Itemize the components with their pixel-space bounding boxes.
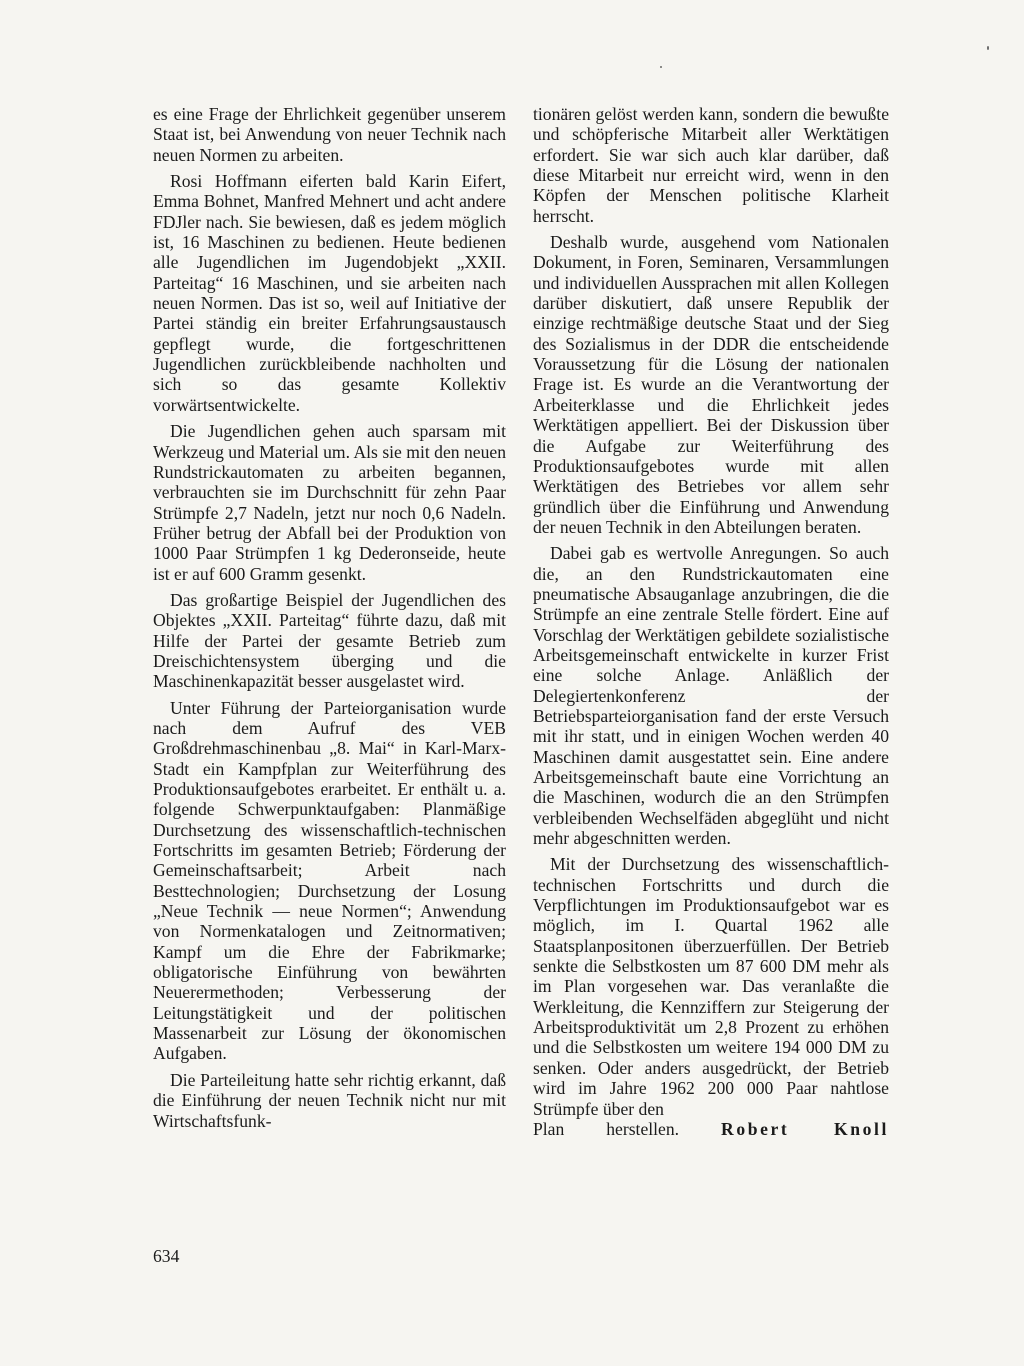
- paragraph: Unter Führung der Parteiorganisation wurde nach dem Aufruf des VEB Großdrehmaschinenbau „8. Mai“ in Karl-Marx-Stadt ein Kampfplan zur Weiterführung des Produktionsaufgebotes erarbeitet. Er enthält u. a. folgende Schwerpunktaufgaben: Planmäßige Durchsetzung des wissenschaftlich-technischen Fortschritts im gesamten Betrieb; Förderung der Gemeinschaftsarbeit; Arbeit nach Besttechnologien; Durchsetzung der Losung „Neue Technik — neue Normen“; Anwendung von Normenkatalogen und Zeitnormativen; Kampf um die Ehre der Fabrikmarke; obligatorische Einführung von bewährten Neuerermethoden; Verbesserung der Leitungstätigkeit und der politischen Massenarbeit zur Lösung der ökonomischen Aufgaben.: [153, 697, 506, 1064]
- signature-line: [533, 1119, 889, 1139]
- scan-speck: [660, 66, 662, 68]
- paragraph: Rosi Hoffmann eiferten bald Karin Eifert, Emma Bohnet, Manfred Mehnert und acht andere FDJler nach. Sie bewiesen, daß es jedem möglich ist, 16 Maschinen zu bedienen. Heute bedienen alle Jugendlichen im Jugendobjekt „XXII. Parteitag“ 16 Maschinen, und sie arbeiten nach neuen Normen. Das ist so, weil auf Initiative der Partei ständig ein breiter Erfahrungsaustausch gepflegt wurde, die fortgeschrittenen Jugendlichen zurückbleibende nachholten und sich so das gesamte Kollektiv vorwärtsentwickelte.: [153, 171, 506, 415]
- paragraph: tionären gelöst werden kann, sondern die bewußte und schöpferische Mitarbeit aller Werktätigen erfordert. Sie war sich auch klar darüber, daß diese Mitarbeit nur erreicht wird, wenn in den Köpfen der Menschen politische Klarheit herrscht.: [533, 104, 889, 226]
- paragraph: es eine Frage der Ehrlichkeit gegenüber unserem Staat ist, bei Anwendung von neuer Technik nach neuen Normen zu arbeiten.: [153, 104, 506, 165]
- closing-text: Plan herstellen.: [533, 1118, 680, 1139]
- page-number: 634: [153, 1246, 180, 1266]
- left-column: [153, 104, 506, 1131]
- paragraph: Das großartige Beispiel der Jugendlichen des Objektes „XXII. Parteitag“ führte dazu, daß mit Hilfe der Partei der gesamte Betrieb zum Dreischichtensystem überging und die Maschinenkapazität besser ausgelastet wird.: [153, 589, 506, 692]
- scan-speck: [987, 46, 989, 50]
- paragraph: Die Parteileitung hatte sehr richtig erkannt, daß die Einführung der neuen Technik nicht nur mit Wirtschaftsfunk-: [153, 1069, 506, 1131]
- paragraph: Die Jugendlichen gehen auch sparsam mit Werkzeug und Material um. Als sie mit den neuen Rundstrickautomaten zu arbeiten begannen, verbrauchten sie im Durchschnitt für zehn Paar Strümpfe 2,7 Nadeln, jetzt nur noch 0,6 Nadeln. Früher betrug der Abfall bei der Produktion von 1000 Paar Strümpfen 1 kg Dederonseide, heute ist er auf 600 Gramm gesenkt.: [153, 421, 506, 584]
- paragraph: Dabei gab es wertvolle Anregungen. So auch die, an den Rundstrickautomaten eine pneumatische Absauganlage anzubringen, die die Strümpfe an eine zentrale Stelle fördert. Eine auf Vorschlag der Werktätigen gebildete sozialistische Arbeitsgemeinschaft entwickelte in kurzer Frist eine solche Anlage. Anläßlich der Delegiertenkonferenz der Betriebsparteiorganisation fand der erste Versuch mit ihr statt, und in einigen Wochen werden 40 Maschinen damit ausgestattet sein. Eine andere Arbeitsgemeinschaft baute eine Vorrichtung an die Maschinen, wodurch die an den Strümpfen verbleibenden Wechselfäden abgeglüht und nicht mehr abgeschnitten werden.: [533, 543, 889, 849]
- paragraph: Mit der Durchsetzung des wissenschaftlich-technischen Fortschritts und durch die Verpflichtungen im Produktionsaufgebot war es möglich, im I. Quartal 1962 alle Staatsplanpositonen überzuerfüllen. Der Betrieb senkte die Selbstkosten um 87 600 DM mehr als im Plan vorgesehen war. Das veranlaßte die Werkleitung, die Kennziffern zur Steigerung der Arbeitsproduktivität um 2,8 Prozent zu erhöhen und die Selbstkosten um weitere 194 000 DM zu senken. Oder anders ausgedrückt, der Betrieb wird im Jahre 1962 200 000 Paar nahtlose Strümpfe über den: [533, 854, 889, 1119]
- right-column: [533, 104, 889, 1139]
- author-name: Robert Knoll: [721, 1118, 890, 1139]
- paragraph: Deshalb wurde, ausgehend vom Nationalen Dokument, in Foren, Seminaren, Versammlungen und individuellen Aussprachen mit allen Kollegen darüber diskutiert, daß unsere Republik der einzige rechtmäßige deutsche Staat und der Sieg des Sozialismus in der DDR die entscheidende Voraussetzung für die Lösung der nationalen Frage ist. Es wurde an die Verantwortung der Arbeiterklasse und die Ehrlichkeit jedes Werktätigen appelliert. Bei der Diskussion über die Aufgabe zur Weiterführung des Produktionsaufgebotes wurde mit allen Werktätigen des Betriebes vor allem sehr gründlich über die Einführung und Anwendung der neuen Technik in den Abteilungen beraten.: [533, 232, 889, 537]
